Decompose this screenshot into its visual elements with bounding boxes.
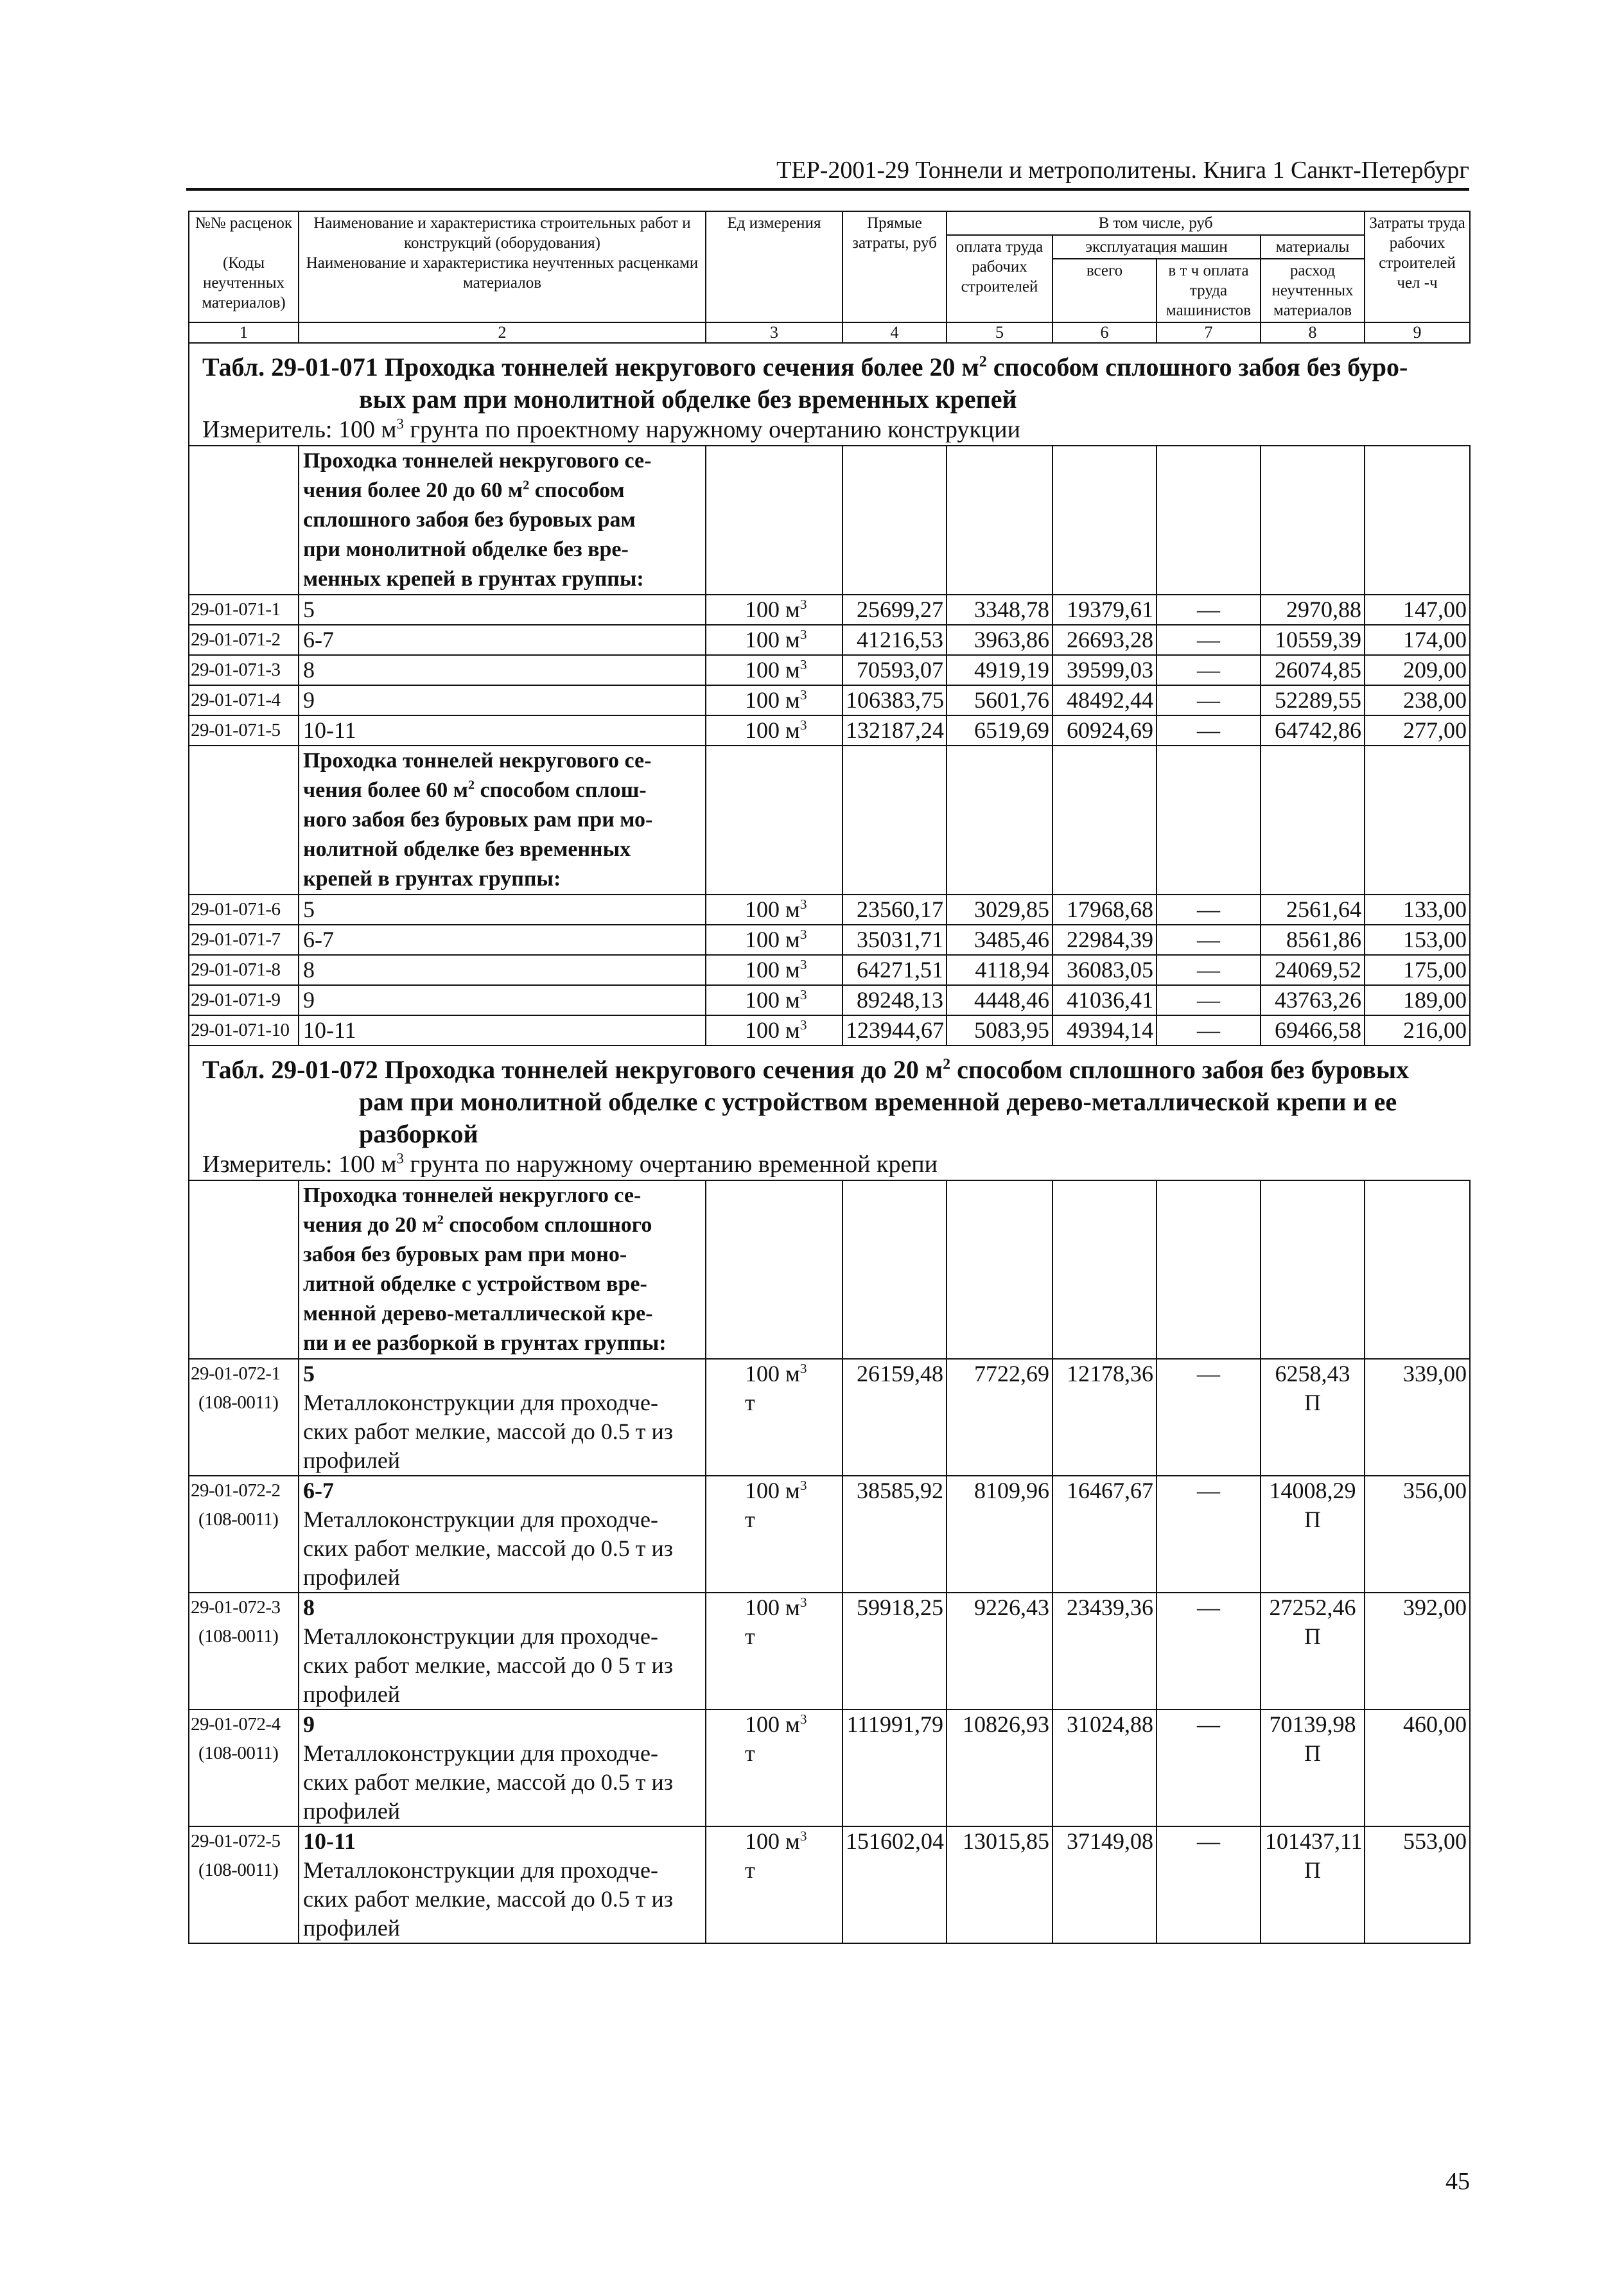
table-row <box>189 895 1470 925</box>
unit: 100 $м^3$ <box>706 925 843 955</box>
machinists-pay: — <box>1157 925 1261 955</box>
material-code: (108-0011) <box>198 1392 279 1413</box>
table-row <box>189 955 1470 985</box>
soil-group: 10-11 Металлоконструкции для проходче- ских работ мелкие, массой до 0.5 т из профилей <box>299 1826 706 1943</box>
col9-header: Затраты труда рабочих строителей чел -ч <box>1365 211 1470 322</box>
material-unit: т <box>745 1507 755 1532</box>
material-name: ских работ мелкие, массой до 0.5 т из <box>303 1769 674 1795</box>
material-name: Металлоконструкции для проходче- <box>303 1623 658 1649</box>
labor-pay: 6519,69 <box>947 715 1052 746</box>
unit: 100 $м^3$ <box>706 715 843 746</box>
labor-pay: 5083,95 <box>947 1015 1052 1045</box>
rate-code: 29-01-071-7 <box>189 925 299 955</box>
machinists-pay: — <box>1157 595 1261 625</box>
sec1-rows-a <box>189 595 1470 746</box>
unit: 100 $м^3$ <box>706 655 843 685</box>
machines-total: 26693,28 <box>1052 625 1157 655</box>
material-code: (108-0011) <box>198 1860 279 1880</box>
material-name: профилей <box>303 1564 401 1590</box>
table-row <box>189 655 1470 685</box>
materials: 26074,85 <box>1261 655 1365 685</box>
labor-pay: 3485,46 <box>947 925 1052 955</box>
labor-hours: 238,00 <box>1365 685 1470 715</box>
rate-code: 29-01-071-4 <box>189 685 299 715</box>
material-flag: П <box>1304 1507 1322 1532</box>
table-row <box>189 1826 1470 1943</box>
labor-pay: 5601,76 <box>947 685 1052 715</box>
labor-pay: 4919,19 <box>947 655 1052 685</box>
labor-pay: 3963,86 <box>947 625 1052 655</box>
soil-group: 10-11 <box>299 715 706 746</box>
unit: 100 $м^3$ <box>706 955 843 985</box>
unit: 100 $м^3$ <box>706 685 843 715</box>
colnum: 5 <box>947 322 1052 343</box>
machines-total: 60924,69 <box>1052 715 1157 746</box>
machines-total: 12178,36 <box>1052 1359 1157 1476</box>
unit: 100 $м^3$ т <box>706 1593 843 1710</box>
direct-cost: 59918,25 <box>843 1593 947 1710</box>
unit: 100 $м^3$ <box>706 625 843 655</box>
material-code: (108-0011) <box>198 1509 279 1530</box>
materials: 64742,86 <box>1261 715 1365 746</box>
expl-header: эксплуатация машин <box>1052 235 1261 259</box>
mat-header: материалы <box>1261 235 1365 259</box>
material-code: (108-0011) <box>198 1743 279 1763</box>
col3-header: Ед измерения <box>706 211 843 322</box>
incl-header: В том числе, руб <box>947 211 1365 235</box>
machines-total: 23439,36 <box>1052 1593 1157 1710</box>
material-name: Металлоконструкции для проходче- <box>303 1390 658 1415</box>
soil-group: 6-7 <box>299 925 706 955</box>
group-description: Проходка тоннелей некругового се- чения более 20 до 60 $м^2$ способом сплошного забоя без буровых рам при монолитной обделке без вре- менных крепей в грунтах группы: <box>299 446 706 595</box>
rate-code: 29-01-072-1 (108-0011) <box>189 1359 299 1476</box>
labor-hours: 277,00 <box>1365 715 1470 746</box>
machines-total: 39599,03 <box>1052 655 1157 685</box>
materials: 43763,26 <box>1261 985 1365 1015</box>
materials: 2561,64 <box>1261 895 1365 925</box>
direct-cost: 64271,51 <box>843 955 947 985</box>
empty <box>843 1180 947 1359</box>
header-rule <box>186 188 1469 191</box>
labor-pay: 13015,85 <box>947 1826 1052 1943</box>
table-row <box>189 1593 1470 1710</box>
table-row <box>189 685 1470 715</box>
materials: 8561,86 <box>1261 925 1365 955</box>
material-unit: т <box>745 1623 755 1649</box>
rate-code: 29-01-071-3 <box>189 655 299 685</box>
materials: 14008,29 П <box>1261 1476 1365 1593</box>
material-unit: т <box>745 1390 755 1415</box>
soil-group: 9 <box>299 985 706 1015</box>
machines-total: 17968,68 <box>1052 895 1157 925</box>
col7-header: в т ч оплата труда машинистов <box>1157 259 1261 322</box>
material-flag: П <box>1304 1740 1322 1766</box>
material-name: ских работ мелкие, массой до 0.5 т из <box>303 1535 674 1561</box>
material-unit: т <box>745 1857 755 1883</box>
empty <box>1261 1180 1365 1359</box>
colnum: 2 <box>299 322 706 343</box>
labor-pay: 4448,46 <box>947 985 1052 1015</box>
labor-hours: 189,00 <box>1365 985 1470 1015</box>
empty <box>189 1180 299 1359</box>
machines-total: 16467,67 <box>1052 1476 1157 1593</box>
labor-pay: 4118,94 <box>947 955 1052 985</box>
group-description: Проходка тоннелей некругового се- чения более 60 $м^2$ способом сплош- ного забоя без буровых рам при мо- нолитной обделке без временных крепей в грунтах группы: <box>299 746 706 895</box>
materials: 24069,52 <box>1261 955 1365 985</box>
labor-hours: 356,00 <box>1365 1476 1470 1593</box>
table-row <box>189 715 1470 746</box>
unit: 100 $м^3$ <box>706 985 843 1015</box>
rate-code: 29-01-072-2 (108-0011) <box>189 1476 299 1593</box>
rates-table <box>188 211 1471 1944</box>
machinists-pay: — <box>1157 1826 1261 1943</box>
material-code: (108-0011) <box>198 1626 279 1647</box>
material-name: профилей <box>303 1798 401 1824</box>
soil-group: 8 <box>299 655 706 685</box>
table-row <box>189 985 1470 1015</box>
material-flag: П <box>1304 1623 1322 1649</box>
direct-cost: 70593,07 <box>843 655 947 685</box>
colnum: 6 <box>1052 322 1157 343</box>
machinists-pay: — <box>1157 1593 1261 1710</box>
unit: 100 $м^3$ т <box>706 1826 843 1943</box>
material-name: Металлоконструкции для проходче- <box>303 1857 658 1883</box>
direct-cost: 25699,27 <box>843 595 947 625</box>
material-name: ских работ мелкие, массой до 0.5 т из <box>303 1886 674 1912</box>
labor-pay: 3348,78 <box>947 595 1052 625</box>
direct-cost: 23560,17 <box>843 895 947 925</box>
direct-cost: 123944,67 <box>843 1015 947 1045</box>
table-row <box>189 595 1470 625</box>
section-29-01-071 <box>189 343 1470 595</box>
machines-total: 37149,08 <box>1052 1826 1157 1943</box>
labor-hours: 175,00 <box>1365 955 1470 985</box>
machinists-pay: — <box>1157 1359 1261 1476</box>
running-header: ТЕР-2001-29 Тоннели и метрополитены. Книга 1 Санкт-Петербург <box>776 157 1469 184</box>
materials: 101437,11 П <box>1261 1826 1365 1943</box>
unit: 100 $м^3$ т <box>706 1710 843 1826</box>
rate-code: 29-01-072-3 (108-0011) <box>189 1593 299 1710</box>
direct-cost: 151602,04 <box>843 1826 947 1943</box>
soil-group: 8 Металлоконструкции для проходче- ских работ мелкие, массой до 0 5 т из профилей <box>299 1593 706 1710</box>
material-name: профилей <box>303 1681 401 1707</box>
labor-hours: 174,00 <box>1365 625 1470 655</box>
unit: 100 $м^3$ <box>706 595 843 625</box>
materials: 69466,58 <box>1261 1015 1365 1045</box>
col4-header: Прямые затраты, руб <box>843 211 947 322</box>
machinists-pay: — <box>1157 1710 1261 1826</box>
soil-group: 6-7 Металлоконструкции для проходче- ских работ мелкие, массой до 0.5 т из профилей <box>299 1476 706 1593</box>
rate-code: 29-01-071-2 <box>189 625 299 655</box>
labor-hours: 153,00 <box>1365 925 1470 955</box>
rate-code: 29-01-071-5 <box>189 715 299 746</box>
colnum: 3 <box>706 322 843 343</box>
colnum: 1 <box>189 322 299 343</box>
unit: 100 $м^3$ <box>706 1015 843 1045</box>
machinists-pay: — <box>1157 895 1261 925</box>
soil-group: 6-7 <box>299 625 706 655</box>
rate-code: 29-01-071-10 <box>189 1015 299 1045</box>
direct-cost: 89248,13 <box>843 985 947 1015</box>
materials: 27252,46 П <box>1261 1593 1365 1710</box>
rate-code: 29-01-072-5 (108-0011) <box>189 1826 299 1943</box>
material-name: ских работ мелкие, массой до 0 5 т из <box>303 1652 674 1678</box>
soil-group: 8 <box>299 955 706 985</box>
machinists-pay: — <box>1157 955 1261 985</box>
direct-cost: 111991,79 <box>843 1710 947 1826</box>
materials: 70139,98 П <box>1261 1710 1365 1826</box>
col5-header: оплата труда рабочих строителей <box>947 235 1052 322</box>
labor-hours: 339,00 <box>1365 1359 1470 1476</box>
soil-group: 5 <box>299 895 706 925</box>
unit: 100 $м^3$ т <box>706 1359 843 1476</box>
section-29-01-072 <box>189 1045 1470 1180</box>
empty <box>1157 1180 1261 1359</box>
table-header <box>189 211 1470 343</box>
sec1-rows-b <box>189 895 1470 1045</box>
material-name: Металлоконструкции для проходче- <box>303 1507 658 1532</box>
soil-group: 9 <box>299 685 706 715</box>
labor-hours: 460,00 <box>1365 1710 1470 1826</box>
empty <box>1365 1180 1470 1359</box>
labor-pay: 9226,43 <box>947 1593 1052 1710</box>
col2-header: Наименование и характеристика строительных работ и конструкций (оборудования) Наименование и характеристика неучтенных расценками материалов <box>299 211 706 322</box>
section-measure: Измеритель: 100 $м^3$ грунта по наружному очертанию временной крепи <box>202 1150 938 1178</box>
material-unit: т <box>745 1740 755 1766</box>
group-heading <box>189 1180 1470 1359</box>
material-flag: П <box>1304 1390 1322 1415</box>
page-number: 45 <box>1445 2168 1470 2195</box>
material-name: Металлоконструкции для проходче- <box>303 1740 658 1766</box>
material-flag: П <box>1304 1857 1322 1883</box>
col8-header: расход неучтенных материалов <box>1261 259 1365 322</box>
machinists-pay: — <box>1157 1476 1261 1593</box>
soil-group: 10-11 <box>299 1015 706 1045</box>
group-heading <box>189 746 1470 895</box>
table-row <box>189 1359 1470 1476</box>
machines-total: 36083,05 <box>1052 955 1157 985</box>
unit: 100 $м^3$ т <box>706 1476 843 1593</box>
material-name: профилей <box>303 1915 401 1941</box>
materials: 10559,39 <box>1261 625 1365 655</box>
labor-hours: 209,00 <box>1365 655 1470 685</box>
machinists-pay: — <box>1157 655 1261 685</box>
col6-header: всего <box>1052 259 1157 322</box>
group-description: Проходка тоннелей некруглого се- чения до 20 $м^2$ способом сплошного забоя без буровых рам при моно- литной обделке с устройством вре- менной дерево-металлической кре- пи и ее разборкой в грунтах группы: <box>299 1180 706 1359</box>
rate-code: 29-01-071-9 <box>189 985 299 1015</box>
machinists-pay: — <box>1157 715 1261 746</box>
machines-total: 49394,14 <box>1052 1015 1157 1045</box>
labor-hours: 216,00 <box>1365 1015 1470 1045</box>
group-heading <box>189 446 1470 595</box>
colnum: 7 <box>1157 322 1261 343</box>
machinists-pay: — <box>1157 985 1261 1015</box>
material-name: ских работ мелкие, массой до 0.5 т из <box>303 1419 674 1444</box>
labor-hours: 133,00 <box>1365 895 1470 925</box>
table-row <box>189 925 1470 955</box>
soil-group: 5 Металлоконструкции для проходче- ских работ мелкие, массой до 0.5 т из профилей <box>299 1359 706 1476</box>
table-row <box>189 1476 1470 1593</box>
colnum: 4 <box>843 322 947 343</box>
col1-header: №№ расценок (Коды неучтенных материалов) <box>189 211 299 322</box>
machines-total: 31024,88 <box>1052 1710 1157 1826</box>
column-numbers <box>189 322 1470 343</box>
empty <box>706 1180 843 1359</box>
machinists-pay: — <box>1157 625 1261 655</box>
machines-total: 41036,41 <box>1052 985 1157 1015</box>
direct-cost: 106383,75 <box>843 685 947 715</box>
machines-total: 19379,61 <box>1052 595 1157 625</box>
soil-group: 5 <box>299 595 706 625</box>
direct-cost: 41216,53 <box>843 625 947 655</box>
materials: 2970,88 <box>1261 595 1365 625</box>
section-title: Табл. 29-01-071 Проходка тоннелей некругового сечения более 20 $м^2$ способом сплошного забоя без буро- вых рам при монолитной обделке без временных крепей <box>202 353 1408 414</box>
section-measure: Измеритель: 100 $м^3$ грунта по проектному наружному очертанию конструкции <box>202 415 1020 443</box>
machinists-pay: — <box>1157 1015 1261 1045</box>
section-title: Табл. 29-01-072 Проходка тоннелей некругового сечения до 20 $м^2$ способом сплошного забоя без буровых рам при монолитной обделке с устройством временной дерево-металлической крепи и ее разборкой <box>202 1055 1410 1148</box>
empty <box>947 1180 1052 1359</box>
materials: 52289,55 <box>1261 685 1365 715</box>
labor-hours: 147,00 <box>1365 595 1470 625</box>
direct-cost: 35031,71 <box>843 925 947 955</box>
rate-code: 29-01-071-1 <box>189 595 299 625</box>
direct-cost: 38585,92 <box>843 1476 947 1593</box>
labor-pay: 10826,93 <box>947 1710 1052 1826</box>
sec2-rows <box>189 1180 1470 1943</box>
direct-cost: 132187,24 <box>843 715 947 746</box>
labor-pay: 7722,69 <box>947 1359 1052 1476</box>
labor-hours: 553,00 <box>1365 1826 1470 1943</box>
machinists-pay: — <box>1157 685 1261 715</box>
labor-pay: 8109,96 <box>947 1476 1052 1593</box>
soil-group: 9 Металлоконструкции для проходче- ских работ мелкие, массой до 0.5 т из профилей <box>299 1710 706 1826</box>
colnum: 9 <box>1365 322 1470 343</box>
material-name: профилей <box>303 1447 401 1473</box>
colnum: 8 <box>1261 322 1365 343</box>
rate-code: 29-01-071-6 <box>189 895 299 925</box>
materials: 6258,43 П <box>1261 1359 1365 1476</box>
rate-code: 29-01-071-8 <box>189 955 299 985</box>
empty <box>1052 1180 1157 1359</box>
rate-code: 29-01-072-4 (108-0011) <box>189 1710 299 1826</box>
unit: 100 $м^3$ <box>706 895 843 925</box>
labor-pay: 3029,85 <box>947 895 1052 925</box>
table-row <box>189 1710 1470 1826</box>
direct-cost: 26159,48 <box>843 1359 947 1476</box>
machines-total: 48492,44 <box>1052 685 1157 715</box>
table-row <box>189 625 1470 655</box>
machines-total: 22984,39 <box>1052 925 1157 955</box>
labor-hours: 392,00 <box>1365 1593 1470 1710</box>
table-row <box>189 1015 1470 1045</box>
